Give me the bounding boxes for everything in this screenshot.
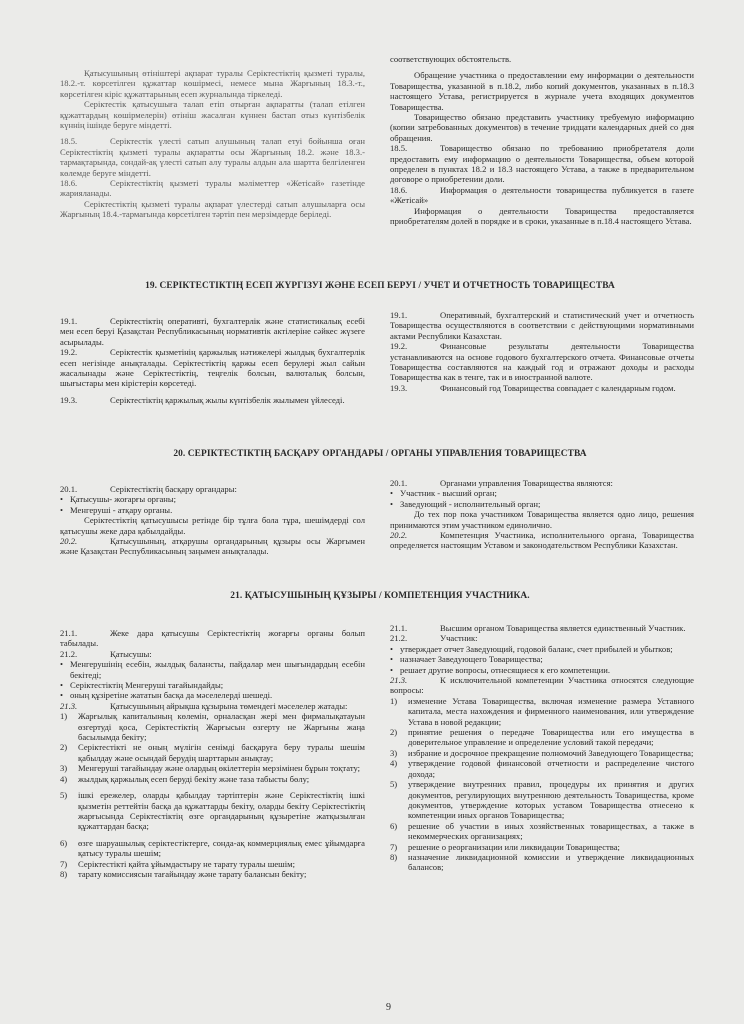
numbered-clause xyxy=(60,136,365,178)
list-item-number: 1) xyxy=(390,695,398,706)
paragraph-text: жылдық қаржылық есеп беруді бекіту және таза табысты бөлу; xyxy=(78,773,310,784)
numbered-clause xyxy=(390,623,694,633)
clause-number: 21.2. xyxy=(60,648,78,659)
list-item xyxy=(390,758,694,779)
paragraph xyxy=(60,99,365,130)
paragraph-text: Информация о деятельности товарищества публикуется в газете «Жетісай» xyxy=(390,184,694,206)
numbered-clause xyxy=(60,536,365,557)
numbered-clause xyxy=(60,628,365,649)
numbered-clause xyxy=(60,701,365,711)
paragraph-text: Серіктестік үлесті сатып алушының талап етуі бойынша оған Серіктестіктің қызметі туралы ақпаратты осы Жарғының 18.2. және 18.3.-тармақтарында, сондай-ақ үлесті сатып алу туралы алдын ала шартта белгіленген көлемде беруге міндетті. xyxy=(60,136,365,178)
paragraph-text: ішкі ережелер, оларды қабылдау тәртіптерін және Серіктестіктің ішкі қызметін реттейтін басқа да құжаттарды бекіту, оларды бекіту Серіктестіктің жарғысында Серіктестіктің өзге органдарының құзыретіне жатқызылған құжаттардан басқа; xyxy=(78,790,365,832)
bullet-item xyxy=(390,665,694,675)
paragraph-text: өзге шаруашылық серіктестіктерге, сонда-ақ коммерциялық емес ұйымдарға қатысу туралы шешім; xyxy=(78,837,365,859)
paragraph-text: Информация о деятельности Товарищества предоставляется приобретателям долей в порядке и в сроки, указанные в п.18.4 настоящего Устава. xyxy=(390,205,694,227)
paragraph-text: Қатысушының айрықша құзырына төмендегі мәселелер жатады: xyxy=(110,700,348,711)
bullet-marker: • xyxy=(390,664,394,675)
list-item xyxy=(60,838,365,859)
clause-number: 21.3. xyxy=(60,700,78,711)
list-item-number: 8) xyxy=(60,868,68,879)
bullet-item xyxy=(60,690,365,700)
paragraph-text: соответствующих обстоятельств. xyxy=(390,54,512,64)
bullet-marker: • xyxy=(390,654,394,665)
list-item-number: 5) xyxy=(60,790,68,801)
paragraph xyxy=(60,199,365,220)
bullet-item xyxy=(390,499,694,509)
list-item-number: 4) xyxy=(390,758,398,769)
list-item xyxy=(60,790,365,832)
numbered-clause xyxy=(390,310,694,341)
paragraph-text: Участник: xyxy=(440,633,478,644)
list-item-number: 1) xyxy=(60,711,68,722)
section-19-heading: 19. СЕРІКТЕСТІКТІҢ ЕСЕП ЖҮРГІЗУІ ЖӘНЕ ЕСЕП БЕРУІ / УЧЕТ И ОТЧЕТНОСТЬ ТОВАРИЩЕСТВА xyxy=(145,281,615,291)
paragraph xyxy=(390,112,694,143)
paragraph-text: Менгеруші - атқару органы. xyxy=(70,504,173,515)
clause-number: 18.6. xyxy=(390,184,408,195)
paragraph-text: Серіктестіктің қызметі туралы ақпарат үлестерді сатып алушыларға осы Жарғының 18.4.-тармағында көрсетілген тәртіп пен мерзімдерде беріледі. xyxy=(60,198,365,220)
numbered-clause xyxy=(390,383,694,393)
paragraph-text: Серіктестіктің Менгеруші тағайындайды; xyxy=(70,680,224,691)
paragraph-text: назначает Заведующего Товарищества; xyxy=(400,654,543,665)
bullet-item xyxy=(60,680,365,690)
paragraph-text: Оперативный, бухгалтерский и статистический учет и отчетность Товарищества осуществляются в соответствии с действующими нормативными актами Республики Казахстан. xyxy=(390,310,694,341)
bullet-marker: • xyxy=(60,494,64,505)
clause-number: 18.5. xyxy=(390,143,408,154)
numbered-clause xyxy=(390,143,694,185)
numbered-clause xyxy=(390,675,694,696)
list-item-number: 5) xyxy=(390,779,398,790)
paragraph-text: Высшим органом Товарищества является единственный Участник. xyxy=(440,623,686,633)
bullet-item xyxy=(390,644,694,654)
bullet-marker: • xyxy=(390,488,394,499)
paragraph-text: Менгерушінің есебін, жылдық балансты, пайдалар мен шығындардың есебін бекітеді; xyxy=(70,659,365,680)
paragraph-text: Серіктестіктің қызметі туралы мәліметтер «Жетісай» газетінде жарияланады. xyxy=(60,178,365,199)
list-item-number: 4) xyxy=(60,773,68,784)
clause-number: 19.1. xyxy=(60,316,78,326)
bullet-marker: • xyxy=(60,659,64,670)
clause-number: 20.2. xyxy=(60,536,78,547)
list-item-number: 3) xyxy=(390,747,398,758)
section-20-heading: 20. СЕРІКТЕСТІКТІҢ БАСҚАРУ ОРГАНДАРЫ / ОРГАНЫ УПРАВЛЕНИЯ ТОВАРИЩЕСТВА xyxy=(173,449,587,459)
paragraph-text: Участник - высший орган; xyxy=(400,488,497,499)
numbered-clause xyxy=(390,341,694,383)
bullet-marker: • xyxy=(60,680,64,691)
list-item xyxy=(60,869,365,879)
top-right-column xyxy=(390,54,694,227)
paragraph-text: Финансовый год Товарищества совпадает с календарным годом. xyxy=(440,382,676,393)
section-19-left-column xyxy=(60,316,365,405)
paragraph-text: Серіктестікті қайта ұйымдастыру не тарату туралы шешім; xyxy=(78,858,295,869)
numbered-clause xyxy=(60,347,365,389)
paragraph-text: утверждение годовой финансовой отчетности и распределение чистого дохода; xyxy=(408,758,694,779)
numbered-clause xyxy=(60,316,365,347)
paragraph-text: утверждение внутренних правил, процедуры их принятия и других документов, регулирующих внутреннюю деятельность Товарищества, кроме документов, утверждение которых уставом Товарищества отнесено к компетенции иных органов Товарищества; xyxy=(408,779,694,821)
bullet-marker: • xyxy=(60,504,64,515)
paragraph-text: К исключительной компетенции Участника относятся следующие вопросы: xyxy=(390,675,694,696)
bullet-marker: • xyxy=(60,690,64,701)
bullet-item xyxy=(60,494,365,504)
clause-number: 19.2. xyxy=(60,347,78,358)
clause-number: 19.3. xyxy=(60,394,78,405)
clause-number: 19.2. xyxy=(390,341,408,352)
paragraph-text: Серіктестікті не оның мүлігін сенімді басқаруға беру туралы шешім қабылдау және осындай берудің шарттарын анықтау; xyxy=(78,742,365,763)
paragraph-text: До тех пор пока участником Товарищества является одно лицо, решения принимаются этим участником единолично. xyxy=(390,509,694,530)
paragraph-text: Серіктестіктің қаржылық жылы күнтізбелік жылымен үйлеседі. xyxy=(110,394,345,405)
bullet-item xyxy=(60,505,365,515)
list-item xyxy=(390,727,694,748)
paragraph-text: Серіктестік қатысушыға талап етіп отырған ақпаратты (талап етілген құжаттардың көшірмелерін) өтініш жасалған күннен бастап отыз күнтізбелік күннің ішінде беруге міндетті. xyxy=(60,99,365,131)
paragraph-text: Серіктестіктің басқару органдары: xyxy=(110,484,237,494)
paragraph-text: Қатысушы: xyxy=(110,648,152,659)
numbered-clause xyxy=(60,395,365,405)
paragraph-text: Товарищество обязано представить участнику требуемую информацию (копии затребованных документов) в течение тридцати календарных дней со дня обращения. xyxy=(390,112,694,143)
list-item xyxy=(390,696,694,727)
clause-number: 18.6. xyxy=(60,178,78,189)
page-number: 9 xyxy=(386,1002,391,1013)
bullet-marker: • xyxy=(390,498,394,509)
list-item xyxy=(390,779,694,821)
list-item xyxy=(390,842,694,852)
paragraph-text: решение об участии в иных хозяйственных товариществах, а также в некоммерческих организациях; xyxy=(408,820,694,842)
list-item-number: 7) xyxy=(390,841,398,852)
clause-number: 20.1. xyxy=(390,478,408,488)
paragraph xyxy=(390,70,694,112)
numbered-clause xyxy=(390,633,694,643)
paragraph-text: назначение ликвидационной комиссии и утверждение ликвидационных балансов; xyxy=(408,851,694,873)
paragraph-text: оның құзіретіне жататын басқа да мәселелерді шешеді. xyxy=(70,690,273,701)
paragraph-text: Жеке дара қатысушы Серіктестіктің жоғарғы органы болып табылады. xyxy=(60,628,365,649)
numbered-clause xyxy=(390,530,694,551)
paragraph-text: Жарғылық капиталының көлемін, орналасқан жері мен фирмалықатауын өзгертуді қоса, Серіктестіктің Жарғысын өзгерту не Жарғыны жаңа басылымда бекіту; xyxy=(78,711,365,743)
paragraph-text: Товарищество обязано по требованию приобретателя доли предоставить ему информацию о деятельности Товарищества, объем которой определен в пунктах 18.2 и 18.3 настоящего Устава, а также в предварительном договоре о приобретении доли. xyxy=(390,143,694,185)
paragraph-text: изменение Устава Товарищества, включая изменение размера Уставного капитала, места нахождения и фирменного наименования, или утверждение Устава в новой редакции; xyxy=(408,695,694,727)
section-20-right-column xyxy=(390,478,694,551)
clause-number: 21.2. xyxy=(390,633,408,644)
paragraph-text: решение о реорганизации или ликвидации Товарищества; xyxy=(408,841,620,852)
bullet-item xyxy=(60,659,365,680)
clause-number: 21.1. xyxy=(60,628,78,638)
top-left-column xyxy=(60,68,365,220)
paragraph-text: тарату комиссиясын тағайындау және тарату балансын бекіту; xyxy=(78,868,307,879)
numbered-clause xyxy=(60,178,365,199)
list-item xyxy=(390,748,694,758)
paragraph-text: Обращение участника о предоставлении ему информации о деятельности Товарищества, указанной в п.18.2, либо копий документов, указанных в п.18.3 настоящего Устава, регистрируется в журнале учета входящих документов Товарищества. xyxy=(390,70,694,112)
list-item-number: 6) xyxy=(60,837,68,848)
list-item xyxy=(60,711,365,742)
section-20-left-column xyxy=(60,484,365,557)
list-item-number: 2) xyxy=(390,727,398,738)
paragraph-text: Қатысушы- жоғарғы органы; xyxy=(70,494,177,505)
section-19-right-column xyxy=(390,310,694,393)
paragraph-text: Серіктестік қызметінің қаржылық нәтижелері жылдық бухгалтерлік есеп негізінде анықталады. Серіктестіктің қаржы есеп берулері жыл сайын жасалынады және Серіктестіктің, теңгелік болсын, валюталық болсын, шығыстары мен кірістерін көрсетеді. xyxy=(60,347,365,389)
section-21-heading: 21. ҚАТЫСУШЫНЫҢ ҚҰЗЫРЫ / КОМПЕТЕНЦИЯ УЧАСТНИКА. xyxy=(230,591,530,601)
list-item-number: 2) xyxy=(60,742,68,753)
paragraph-text: Серіктестіктің қатысушысы ретінде бір тұлға бола тұра, шешімдерді сол қатысушы жеке дара қабылдайды. xyxy=(60,515,365,536)
paragraph-text: избрание и досрочное прекращение полномочий Заведующего Товарищества; xyxy=(408,747,694,758)
clause-number: 20.1. xyxy=(60,484,78,494)
section-21-left-column xyxy=(60,628,365,879)
list-item-number: 3) xyxy=(60,763,68,774)
list-item-number: 7) xyxy=(60,858,68,869)
numbered-clause xyxy=(390,478,694,488)
paragraph-text: Қатысушының, атқарушы органдарының құзыры осы Жарғымен және Қазақстан Республикасының заңымен анықталады. xyxy=(60,536,365,557)
clause-number: 18.5. xyxy=(60,136,78,147)
list-item xyxy=(60,774,365,784)
clause-number: 19.3. xyxy=(390,382,408,393)
paragraph-text: Финансовые результаты деятельности Товарищества устанавливаются на основе годового бухгалтерского отчета. Финансовые отчеты Товарищества составляются на каждый год и отражают доходы и расходы Товарищества как в тенге, так и в иностранной валюте. xyxy=(390,341,694,383)
clause-number: 19.1. xyxy=(390,310,408,320)
paragraph-text: утверждает отчет Заведующий, годовой баланс, счет прибылей и убытков; xyxy=(400,643,673,654)
numbered-clause xyxy=(390,185,694,206)
paragraph xyxy=(390,509,694,530)
paragraph-text: Компетенция Участника, исполнительного органа, Товарищества определяется настоящим Уставом и законодательством Республики Казахстан. xyxy=(390,530,694,551)
list-item-number: 6) xyxy=(390,820,398,831)
paragraph-text: решает другие вопросы, отнесящиеся к его компетенции. xyxy=(400,664,611,675)
paragraph-text: принятие решения о передаче Товарищества или его имущества в доверительное управление и определение условий такой передачи; xyxy=(408,727,694,748)
paragraph xyxy=(60,68,365,99)
clause-number: 20.2. xyxy=(390,530,408,541)
list-item xyxy=(60,763,365,773)
numbered-clause xyxy=(60,484,365,494)
paragraph xyxy=(390,54,694,64)
numbered-clause xyxy=(60,649,365,659)
list-item-number: 8) xyxy=(390,851,398,862)
paragraph-text: Менгеруші тағайындау және олардың өкілеттерін мерзімінен бұрын тоқтату; xyxy=(78,763,361,774)
paragraph-text: Заведующий - исполнительный орган; xyxy=(400,498,541,509)
bullet-item xyxy=(390,488,694,498)
bullet-item xyxy=(390,654,694,664)
paragraph-text: Органами управления Товарищества являются: xyxy=(440,478,613,488)
list-item xyxy=(60,859,365,869)
section-21-right-column xyxy=(390,623,694,873)
clause-number: 21.3. xyxy=(390,675,408,686)
paragraph xyxy=(60,515,365,536)
paragraph-text: Серіктестіктің оперативті, бухгалтерлік және статистикалық есебі мен есеп беруі Қазақстан Республикасының нормативтік актілеріне сәйкес жүзеге асырылады. xyxy=(60,316,365,347)
list-item xyxy=(60,742,365,763)
list-item xyxy=(390,852,694,873)
clause-number: 21.1. xyxy=(390,623,408,633)
bullet-marker: • xyxy=(390,643,394,654)
paragraph-text: Қатысушының өтініштері ақпарат туралы Серіктестіктің қызметі туралы, 18.2.-т. көрсетілген құжаттар көшірмесі, немесе мына Жарғының 18.3.-т., көрсетілген кіріс құжаттарының есеп журналында тіркеледі. xyxy=(60,68,365,99)
list-item xyxy=(390,821,694,842)
paragraph xyxy=(390,206,694,227)
